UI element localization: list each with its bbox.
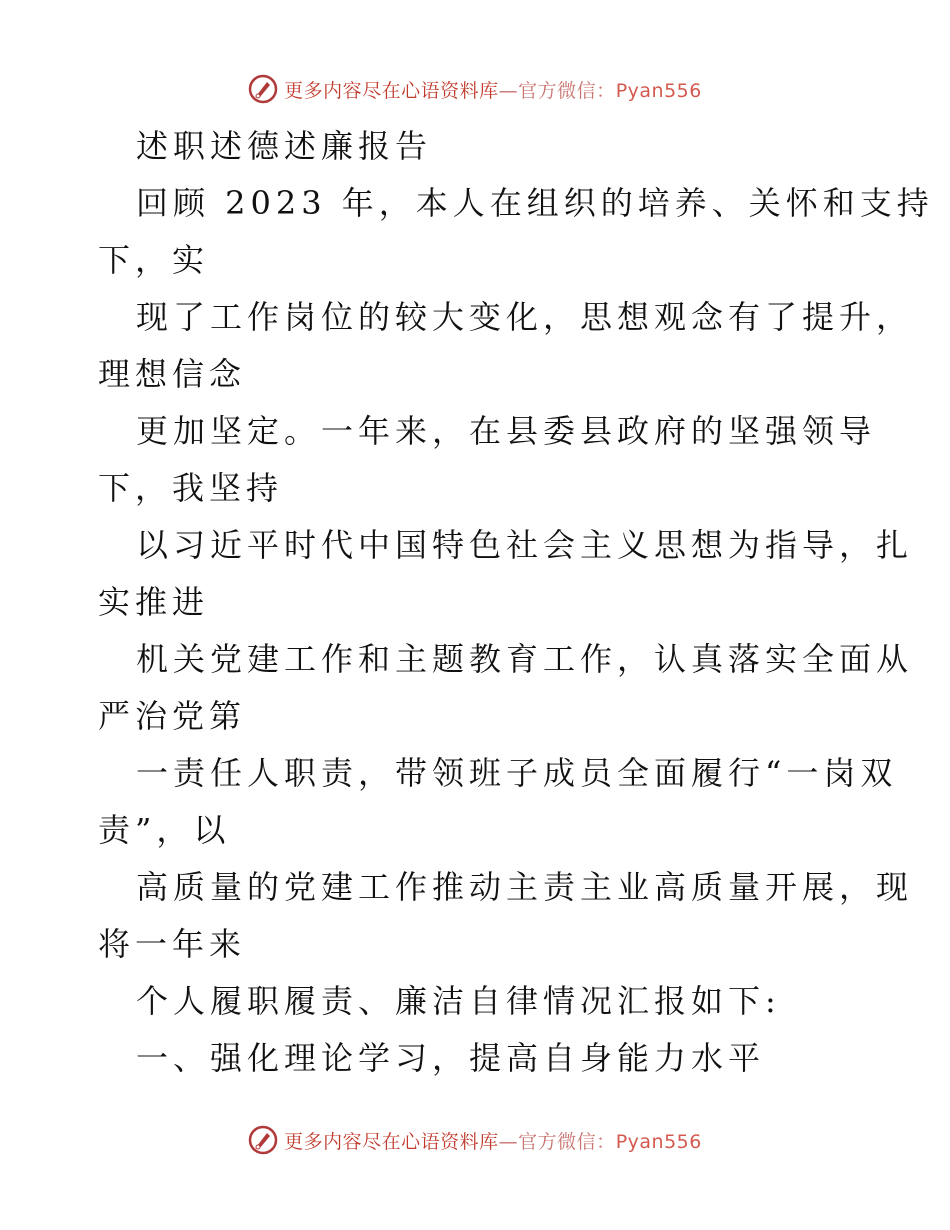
paragraph-line: 将一年来 bbox=[98, 925, 247, 963]
pen-seal-icon bbox=[248, 1125, 278, 1155]
paragraph-line: 下，我坚持 bbox=[98, 469, 284, 507]
paragraph-line: 理想信念 bbox=[98, 355, 247, 393]
header-separator: — bbox=[498, 79, 519, 102]
paragraph-line: 个人履职履责、廉洁自律情况汇报如下: bbox=[136, 982, 781, 1020]
header-wechat-label: 官方微信： bbox=[518, 79, 616, 102]
header-banner-text bbox=[284, 76, 702, 103]
paragraph-line: 下，实 bbox=[98, 241, 210, 279]
paragraph-line: 实推进 bbox=[98, 583, 210, 621]
paragraph-line: 严治党第 bbox=[98, 697, 247, 735]
report-title: 述职述德述廉报告 bbox=[136, 127, 433, 165]
footer-separator: — bbox=[498, 1130, 519, 1153]
header-brand: 更多内容尽在心语资料库 bbox=[284, 79, 499, 102]
paragraph-line: 回顾 2023 年，本人在组织的培养、关怀和支持 bbox=[136, 184, 934, 222]
pen-seal-icon bbox=[248, 74, 278, 104]
paragraph-line: 高质量的党建工作推动主责主业高质量开展，现 bbox=[136, 868, 914, 906]
footer-wechat-id: Pyan556 bbox=[615, 1130, 702, 1153]
footer-banner-text bbox=[284, 1127, 702, 1154]
header-wechat-id: Pyan556 bbox=[615, 79, 702, 102]
paragraph-line: 机关党建工作和主题教育工作，认真落实全面从 bbox=[136, 640, 914, 678]
footer-wechat-label: 官方微信： bbox=[518, 1130, 616, 1153]
document-body bbox=[98, 118, 934, 1087]
paragraph-line: 现了工作岗位的较大变化，思想观念有了提升， bbox=[136, 298, 914, 336]
paragraph-line: 一责任人职责，带领班子成员全面履行“一岗双 bbox=[136, 754, 898, 792]
footer-banner bbox=[0, 1123, 950, 1157]
header-banner bbox=[0, 72, 950, 106]
footer-brand: 更多内容尽在心语资料库 bbox=[284, 1130, 499, 1153]
paragraph-line: 责”，以 bbox=[98, 811, 231, 849]
section-heading: 一、强化理论学习，提高自身能力水平 bbox=[136, 1039, 766, 1077]
paragraph-line: 以习近平时代中国特色社会主义思想为指导，扎 bbox=[136, 526, 914, 564]
paragraph-line: 更加坚定。一年来，在县委县政府的坚强领导 bbox=[136, 412, 877, 450]
